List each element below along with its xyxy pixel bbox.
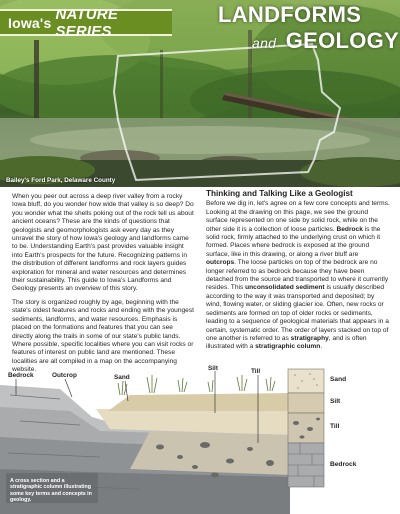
label-outcrop: Outcrop xyxy=(52,372,77,379)
page-title xyxy=(206,0,400,60)
title-geology-line xyxy=(252,28,399,54)
series-name: NATURE SERIES xyxy=(55,5,119,40)
column-label-silt: Silt xyxy=(330,398,341,405)
text-run: , and is often illustrated with a xyxy=(206,334,367,351)
left-column xyxy=(12,193,194,380)
series-banner xyxy=(0,5,172,40)
series-state: Iowa's xyxy=(8,14,52,31)
label-till: Till xyxy=(251,368,261,375)
right-column xyxy=(206,190,390,357)
title-geology: GEOLOGY xyxy=(285,28,400,53)
term-outcrops: outcrops xyxy=(206,259,235,267)
text-run: . The loose particles on top of the bedrock are no longer referred to as bedrock because they have been detached from the source and transported to where it currently resides. This xyxy=(206,259,389,292)
label-bedrock: Bedrock xyxy=(8,372,34,379)
term-stratigraphy: stratigraphy xyxy=(290,334,329,342)
diagram-caption: A cross section and a stratigraphic column illustrating some key terms and concepts in geology. xyxy=(10,478,92,504)
text-run: is the solid rock, firmly attached to the underlying crust on which it formed. Places where bedrock is exposed at the ground surface, like in this drawing, or along a river bluff are xyxy=(206,225,381,258)
header-photo xyxy=(0,0,400,187)
intro-paragraph-2: The story is organized roughly by age, beginning with the state's oldest features and rocks and ending with the youngest sediments, landforms, and water resources. Emphasis is placed on the formations and features that you can see directly along the trails in some of our state's public lands. Where possible, specific localities where you can visit rocks or features of interest on public land are mentioned. These localities are all compiled in a map on the accompanying website. xyxy=(12,298,194,374)
concepts-paragraph xyxy=(206,200,390,351)
label-silt: Silt xyxy=(208,365,218,372)
label-sand: Sand xyxy=(114,374,130,381)
text-run: . xyxy=(320,343,323,351)
term-bedrock: Bedrock xyxy=(336,225,363,233)
term-stratigraphic-column: stratigraphic column xyxy=(255,343,321,351)
text-run: is usually described according to the way it was transported and deposited; by wind, flowing water, or sliding glacier ice. Often, new rocks or sediments are formed on top of older rocks or sediments, leading to a sequence of geological materials that appears in a certain, systematic order. The order of layers stacked on top of one another is referred to as xyxy=(206,284,389,342)
intro-paragraph-1: When you peer out across a deep river valley from a rocky Iowa bluff, do you wonder how wide that valley is so deep? Do you wonder what the shells poking out of the rock tell us about ancient oceans? These are the kinds of questions that geologists and geomorphologists ask every day as they unravel the story of how Iowa's geology and landforms came to be. Understanding Earth's past provides valuable insight into Earth's prospects for the future. Recognizing patterns in the distribution of different landforms and rock layers guides exploration for mineral and water resources and determines their sustainability. This guide to Iowa's Landforms and Geology presents an overview of this story. xyxy=(12,193,194,293)
term-unconsolidated-sediment: unconsolidated sediment xyxy=(245,284,325,292)
column-label-sand: Sand xyxy=(330,376,347,383)
title-landforms: LANDFORMS xyxy=(218,2,362,27)
title-and: and xyxy=(252,35,277,51)
text-run: Before we dig in, let's agree on a few core concepts and terms. Looking at the drawing on this page, we see the ground surface represented on one side by solid rock, while on the other side it is a collection of loose particles. xyxy=(206,200,390,233)
column-label-bedrock: Bedrock xyxy=(330,461,357,468)
column-label-till: Till xyxy=(330,423,340,430)
photo-caption: Bailey's Ford Park, Delaware County xyxy=(6,177,116,184)
section-heading: Thinking and Talking Like a Geologist xyxy=(206,189,353,198)
